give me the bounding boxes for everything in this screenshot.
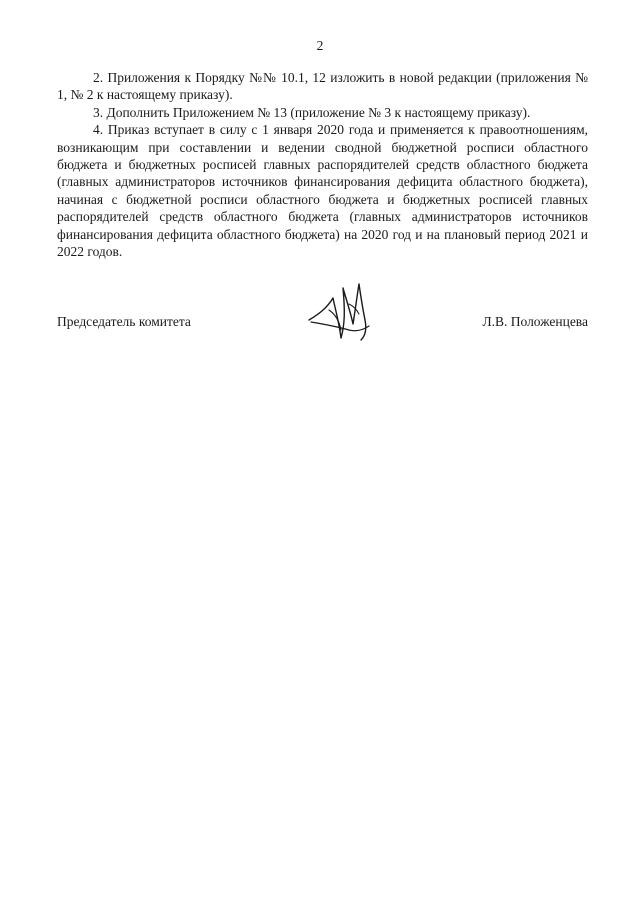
paragraph-4: 4. Приказ вступает в силу с 1 января 2020 года и применяется к правоотношениям, возникающим при составлении и ведении сводной бюджетной росписи областного бюджета и бюджетных росписей главных распорядителей средств областного бюджета (главных администраторов источников финансирования дефицита областного бюджета), начиная с бюджетной росписи областного бюджета и бюджетных росписей главных распорядителей средств областного бюджета (главных администраторов источников финансирования дефицита областного бюджета) на 2020 год и на плановый период 2021 и 2022 годов. xyxy=(57,122,588,260)
paragraph-2: 2. Приложения к Порядку №№ 10.1, 12 изложить в новой редакции (приложения № 1, № 2 к настоящему приказу). xyxy=(57,70,588,103)
signer-name: Л.В. Положенцева xyxy=(482,314,588,329)
paragraph-3: 3. Дополнить Приложением № 13 (приложение № 3 к настоящему приказу). xyxy=(93,104,531,120)
signer-title: Председатель комитета xyxy=(57,314,191,329)
document-body xyxy=(57,69,588,260)
page-number: 2 xyxy=(316,38,324,53)
signature-block xyxy=(57,280,588,350)
handwritten-signature xyxy=(305,280,379,344)
